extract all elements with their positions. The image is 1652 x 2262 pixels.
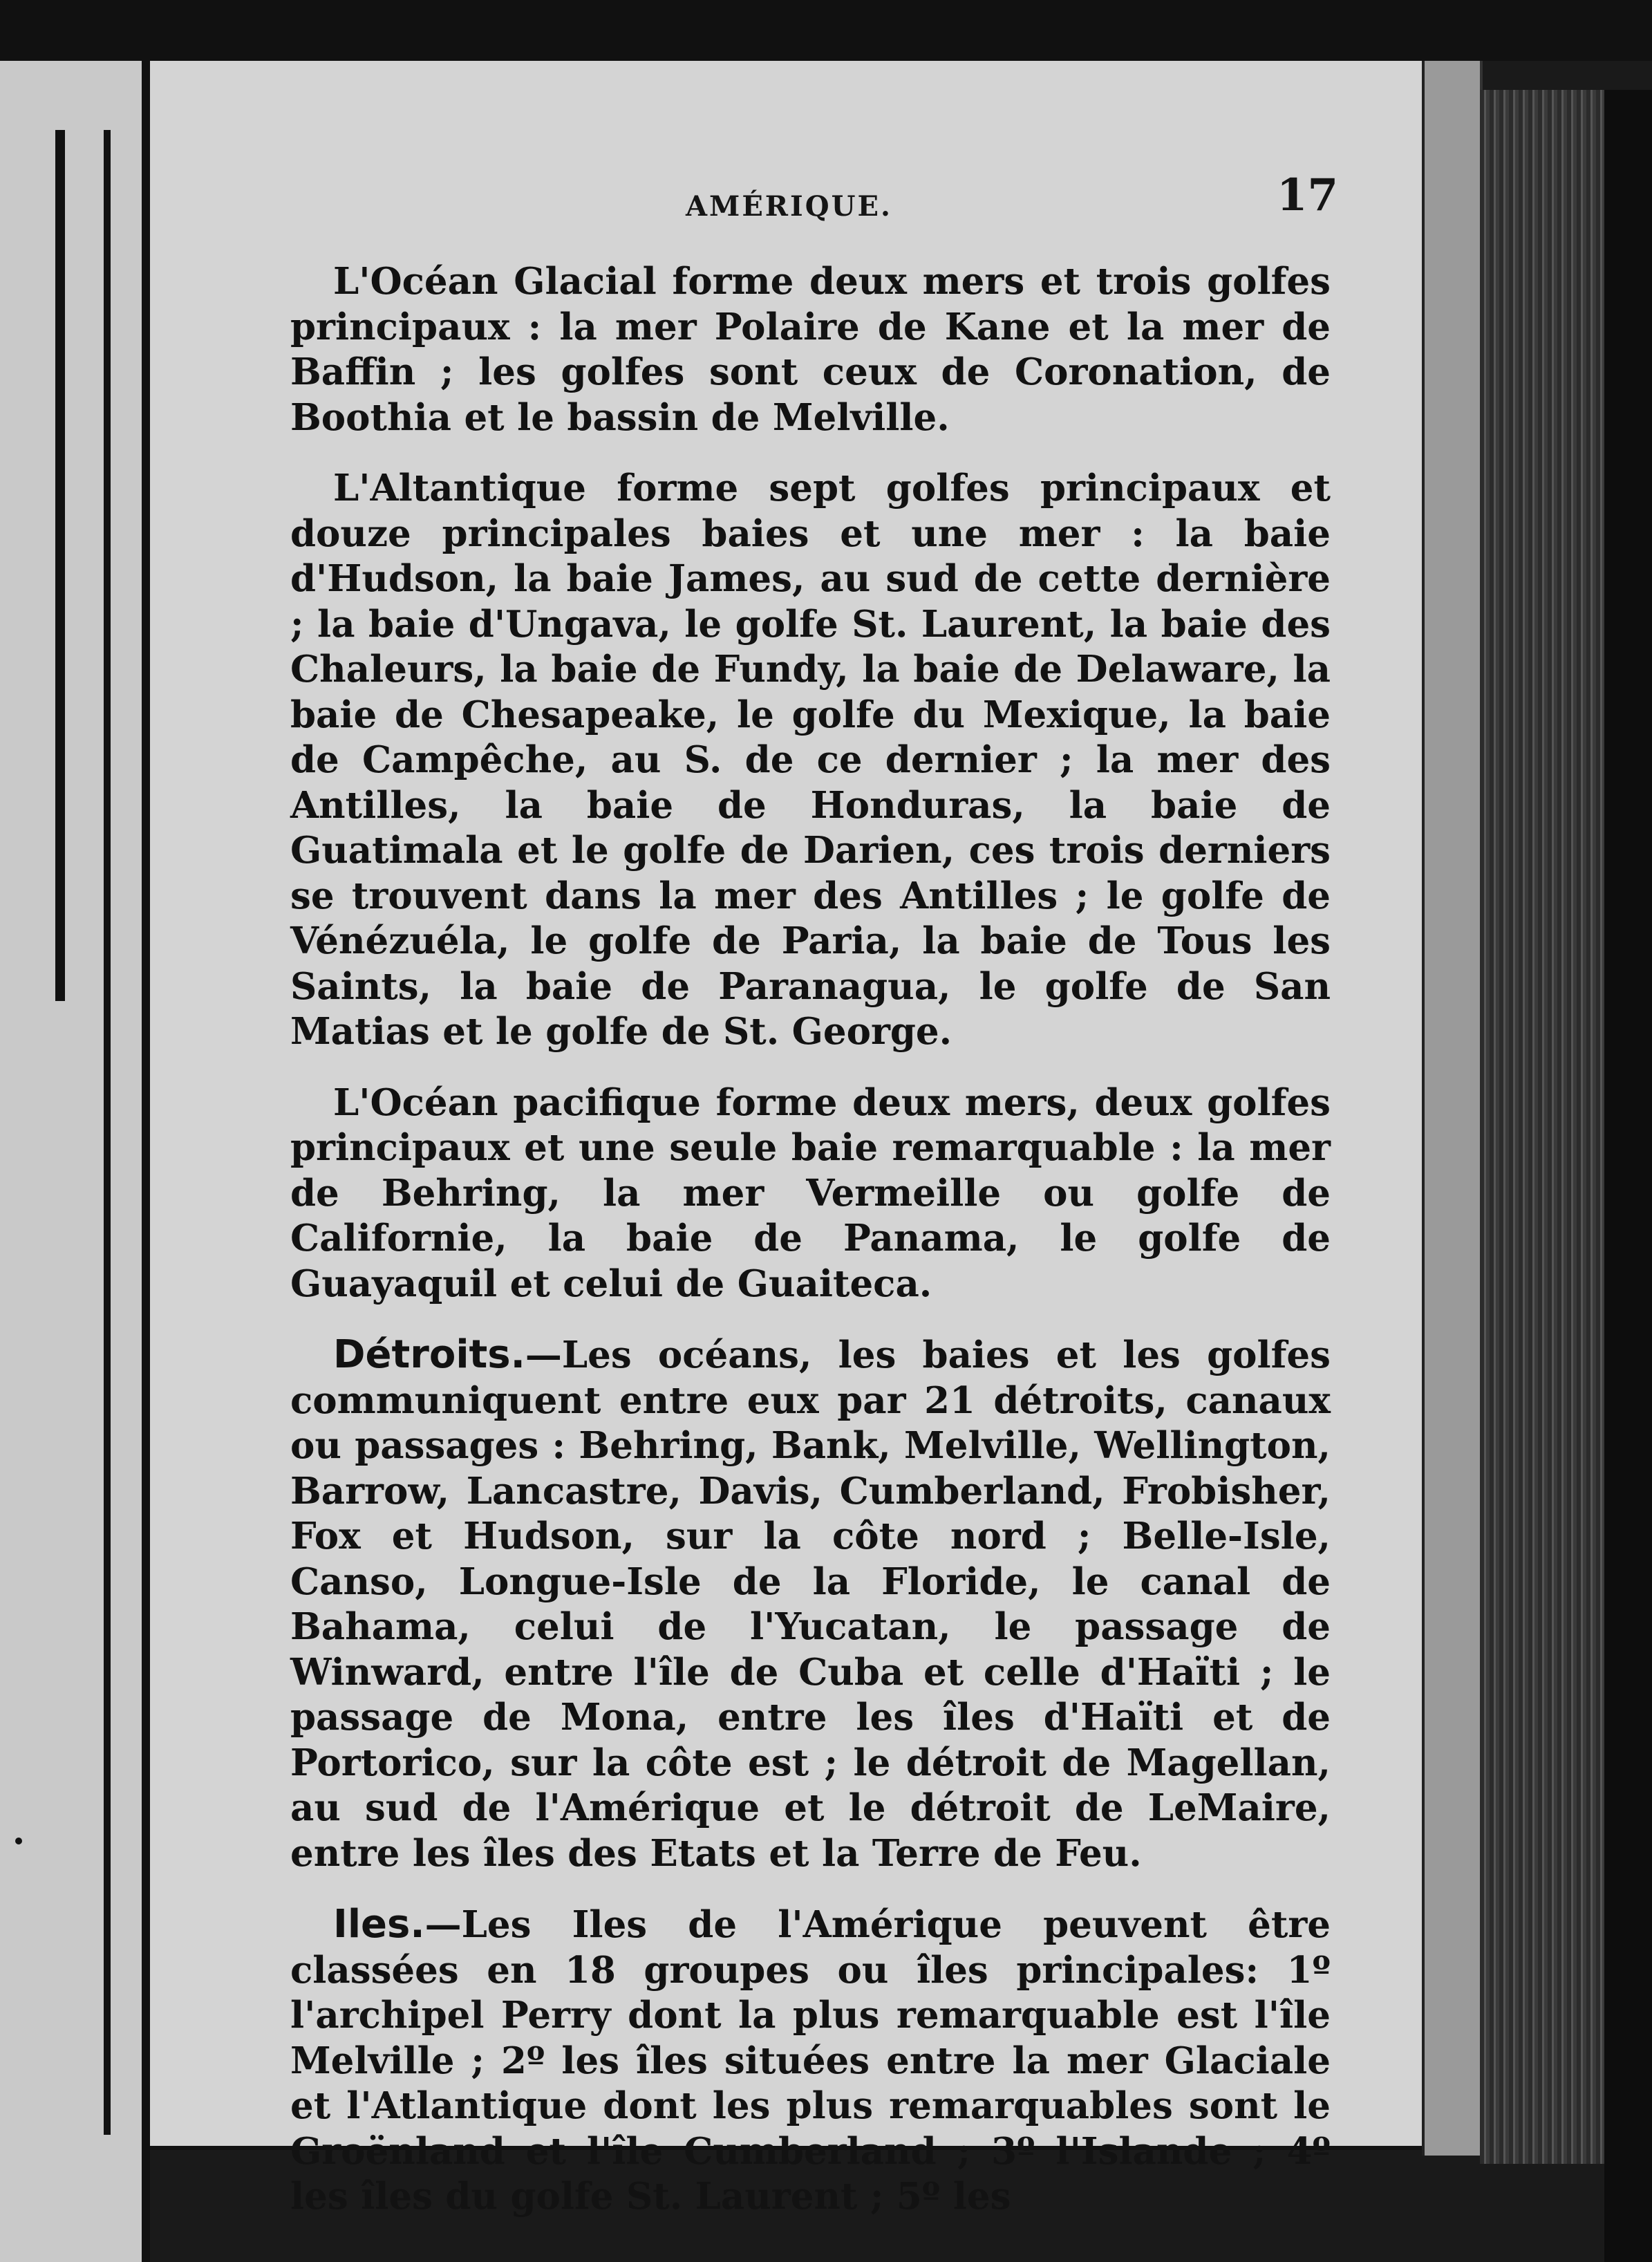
page-header — [150, 169, 1422, 225]
left-page-rule — [104, 130, 111, 2135]
page-edge-stack — [1422, 61, 1483, 2156]
paragraph-detroits-text: —Les océans, les baies et les golfes communiquent entre eux par 21 détroits, canaux ou passages : Behring, Bank, Melville, Wellington, Barrow, Lancastre, Davis, Cumberland, Frobisher, Fox et Hudson, sur la côte nord ; Belle-Isle, Canso, Longue-Isle de la Floride, le canal de Bahama, celui de l'Yucatan, le passage de Winward, entre l'île de Cuba et celle d'Haïti ; le passage de Mona, entre les îles d'Haïti et de Portorico, sur la côte est ; le détroit de Magellan, au sud de l'Amérique et le détroit de LeMaire, entre les îles des Etats et la Terre de Feu. — [290, 1334, 1331, 1875]
paragraph-ocean-glacial: L'Océan Glacial forme deux mers et trois golfes principaux : la mer Polaire de Kane et la mer de Baffin ; les golfes sont ceux de Coronation, de Boothia et le bassin de Melville. — [290, 260, 1331, 439]
page-body — [290, 259, 1331, 2245]
page-edge-stack-dark — [1480, 90, 1604, 2164]
book-gutter — [142, 61, 150, 2262]
page-number: 17 — [1277, 169, 1339, 221]
paragraph-iles — [290, 1902, 1331, 2220]
paragraph-iles-text: —Les Iles de l'Amérique peuvent être classées en 18 groupes ou îles principales: 1º l'archipel Perry dont la plus remarquable est l'île Melville ; 2º les îles situées entre la mer Glaciale et l'Atlantique dont les plus remarquables sont le Groënland et l'île Cumberland ; 3º l'Islande ; 4º les îles du golfe St. Laurent ; 5º les — [290, 1903, 1331, 2218]
left-page-rule — [55, 130, 65, 1001]
paragraph-atlantique: L'Altantique forme sept golfes principaux et douze principales baies et une mer : la baie d'Hudson, la baie James, au sud de cette dernière ; la baie d'Ungava, le golfe St. Laurent, la baie des Chaleurs, la baie de Fundy, la baie de Delaware, la baie de Chesapeake, le golfe du Mexique, la baie de Campêche, au S. de ce dernier ; la mer des Antilles, la baie de Honduras, la baie de Guatimala et le golfe de Darien, ces trois derniers se trouvent dans la mer des Antilles ; le golfe de Vénézuéla, le golfe de Paria, la baie de Tous les Saints, la baie de Paranagua, le golfe de San Matias et le golfe de St. George. — [290, 467, 1331, 1053]
paragraph-pacifique: L'Océan pacifique forme deux mers, deux golfes principaux et une seule baie remarquable : la mer de Behring, la mer Vermeille ou golfe de Californie, la baie de Panama, le golfe de Guayaquil et celui de Guaiteca. — [290, 1081, 1331, 1305]
section-head-detroits: Détroits. — [333, 1332, 525, 1377]
scan-right-shadow — [1604, 90, 1652, 2262]
paragraph-detroits — [290, 1332, 1331, 1876]
left-page-mark — [15, 1838, 22, 1844]
section-head-iles: Iles. — [333, 1902, 425, 1947]
left-facing-page — [0, 61, 142, 2262]
running-head: AMÉRIQUE. — [686, 190, 892, 223]
scan-top-shadow — [0, 0, 1652, 61]
